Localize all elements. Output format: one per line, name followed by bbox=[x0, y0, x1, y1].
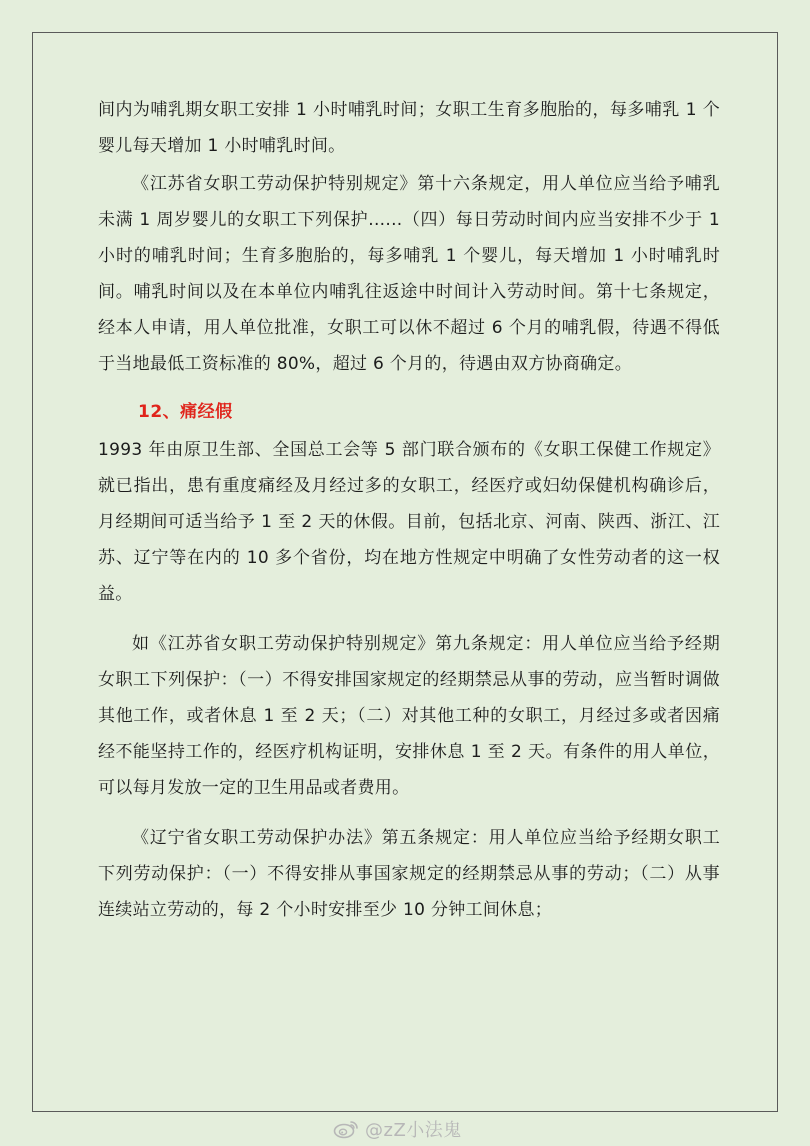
document-body bbox=[98, 92, 720, 928]
paragraph-jiangsu-article-9: 如《江苏省女职工劳动保护特别规定》第九条规定：用人单位应当给予经期女职工下列保护：（一）不得安排国家规定的经期禁忌从事的劳动，应当暂时调做其他工作，或者休息 1 至 2 天；（二）对其他工种的女职工，月经过多或者因痛经不能坚持工作的，经医疗机构证明，安排休息 1 至 2 天。有条件的用人单位，可以每月发放一定的卫生用品或者费用。 bbox=[98, 634, 720, 798]
weibo-icon bbox=[333, 1119, 359, 1139]
section-heading: 12、痛经假 bbox=[138, 402, 233, 422]
watermark-text: @zZ小法鬼 bbox=[365, 1120, 462, 1141]
paragraph-1993-regulation: 1993 年由原卫生部、全国总工会等 5 部门联合颁布的《女职工保健工作规定》就已指出，患有重度痛经及月经过多的女职工，经医疗或妇幼保健机构确诊后，月经期间可适当给予 1 至 2 天的休假。目前，包括北京、河南、陕西、浙江、江苏、辽宁等在内的 10 多个省份，均在地方性规定中明确了女性劳动者的这一权益。 bbox=[98, 440, 720, 604]
paragraph-liaoning-article-5: 《辽宁省女职工劳动保护办法》第五条规定：用人单位应当给予经期女职工下列劳动保护：（一）不得安排从事国家规定的经期禁忌从事的劳动；（二）从事连续站立劳动的，每 2 个小时安排至少 10 分钟工间休息； bbox=[98, 828, 720, 920]
paragraph-jiangsu-breastfeeding: 《江苏省女职工劳动保护特别规定》第十六条规定，用人单位应当给予哺乳未满 1 周岁婴儿的女职工下列保护......（四）每日劳动时间内应当安排不少于 1 小时的哺乳时间；生育多胞胎的，每多哺乳 1 个婴儿，每天增加 1 小时哺乳时间。哺乳时间以及在本单位内哺乳往返途中时间计入劳动时间。第十七条规定，经本人申请，用人单位批准，女职工可以休不超过 6 个月的哺乳假，待遇不得低于当地最低工资标准的 80%，超过 6 个月的，待遇由双方协商确定。 bbox=[98, 174, 720, 374]
watermark bbox=[333, 1114, 462, 1144]
paragraph-continuation: 间内为哺乳期女职工安排 1 小时哺乳时间；女职工生育多胞胎的，每多哺乳 1 个婴儿每天增加 1 小时哺乳时间。 bbox=[98, 100, 720, 156]
